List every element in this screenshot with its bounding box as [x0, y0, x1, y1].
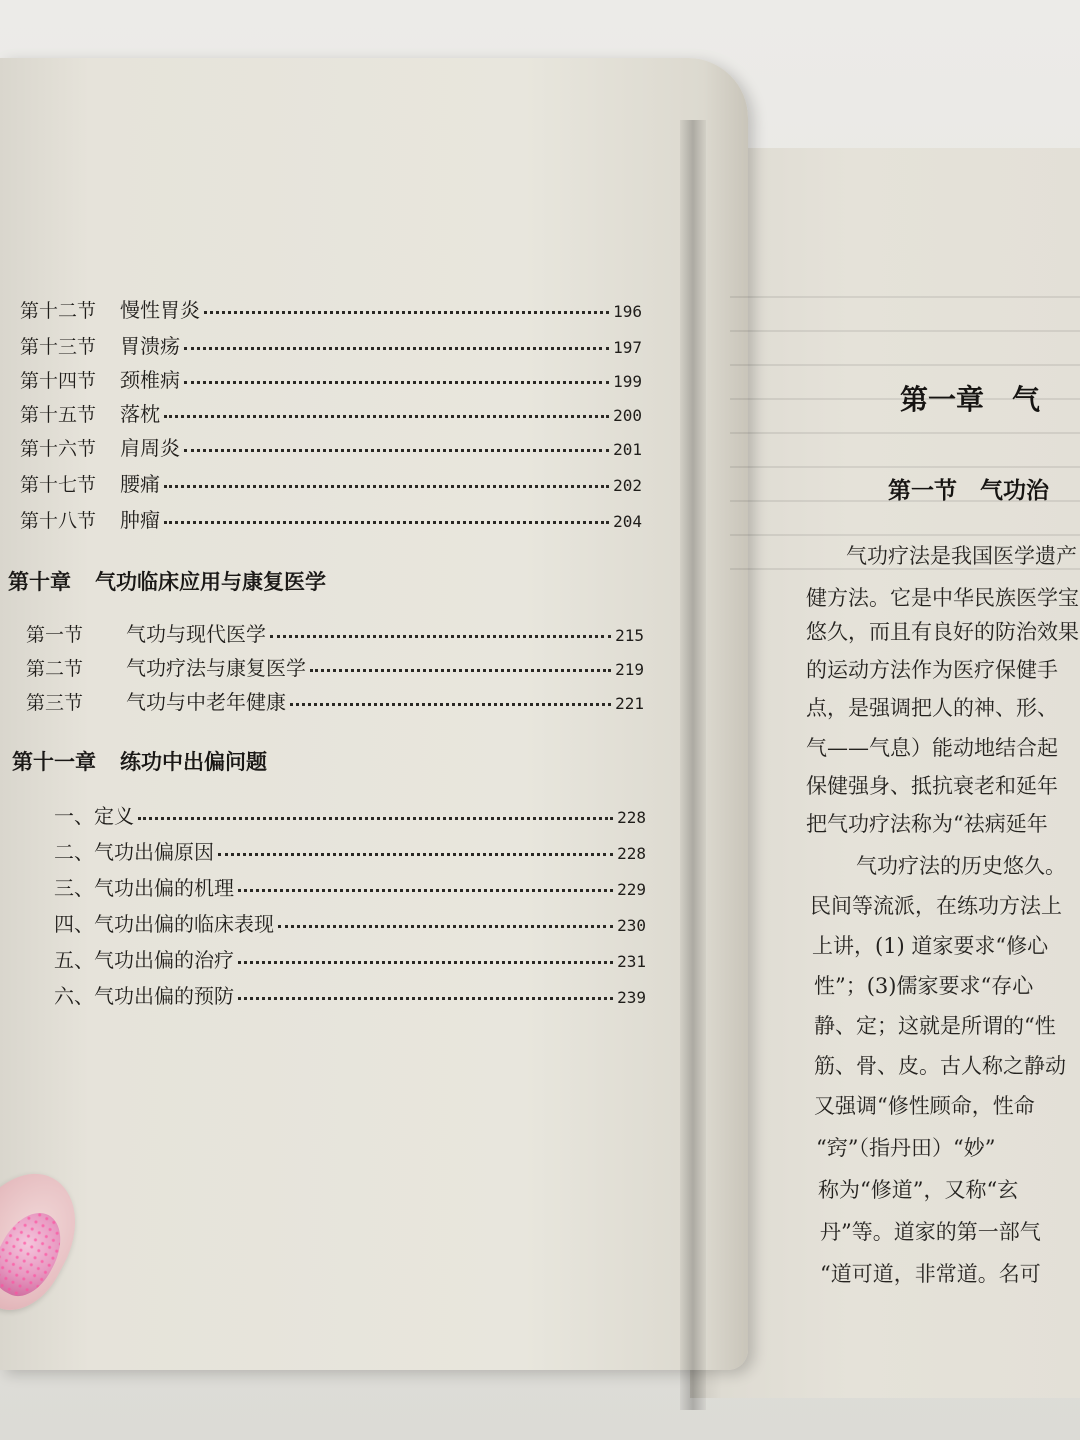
- toc-section-number: 第十六节: [20, 438, 97, 460]
- toc-item-title: 四、气功出偏的临床表现: [54, 912, 274, 936]
- toc-page-number: 197: [613, 338, 642, 357]
- body-line: 气功疗法是我国医学遗产: [846, 544, 1077, 568]
- body-line: 悠久，而且有良好的防治效果: [806, 620, 1079, 644]
- toc-item-title: 二、气功出偏原因: [54, 840, 214, 864]
- toc-section-number: 第十八节: [20, 510, 97, 532]
- toc-item-title: 六、气功出偏的预防: [54, 984, 234, 1008]
- toc-item-title: 一、定义: [54, 804, 134, 828]
- toc-page-number: 228: [617, 844, 646, 863]
- toc-section-number: 第一节: [26, 624, 84, 646]
- toc-page-number: 196: [613, 302, 642, 321]
- toc-section-number: 第十三节: [20, 336, 97, 358]
- toc-section-title: 气功疗法与康复医学: [126, 656, 306, 680]
- toc-page-number: 221: [615, 694, 644, 713]
- right-section-heading: 第一节 气功治: [888, 478, 1049, 504]
- body-line: 又强调“修性顾命，性命: [814, 1094, 1035, 1118]
- body-line: 筋、骨、皮。古人称之静动: [814, 1054, 1066, 1078]
- toc-section-title: 落枕: [120, 402, 160, 426]
- toc-section-title: 胃溃疡: [120, 334, 180, 358]
- body-line: 静、定；这就是所谓的“性: [814, 1014, 1056, 1038]
- toc-section-title: 颈椎病: [120, 368, 180, 392]
- body-line: 点，是强调把人的神、形、: [806, 696, 1058, 720]
- toc-section-title: 肩周炎: [120, 436, 180, 460]
- body-line: “道可道，非常道。名可: [820, 1262, 1041, 1286]
- toc-page-number: 204: [613, 512, 642, 531]
- chapter-title: 练功中出偏问题: [120, 750, 267, 774]
- toc-section-number: 第十四节: [20, 370, 97, 392]
- toc-item-title: 三、气功出偏的机理: [54, 876, 234, 900]
- toc-section-title: 慢性胃炎: [120, 298, 200, 322]
- toc-page-number: 201: [613, 440, 642, 459]
- body-line: 民间等流派，在练功方法上: [810, 894, 1062, 918]
- toc-page-number: 229: [617, 880, 646, 899]
- body-line: 称为“修道”，又称“玄: [818, 1178, 1019, 1202]
- body-line: 保健强身、抵抗衰老和延年: [806, 774, 1058, 798]
- toc-section-title: 腰痛: [120, 472, 160, 496]
- toc-page-number: 219: [615, 660, 644, 679]
- body-line: 的运动方法作为医疗保健手: [806, 658, 1058, 682]
- toc-page-number: 199: [613, 372, 642, 391]
- body-line: “窍”（指丹田）“妙”: [816, 1136, 996, 1160]
- body-line: 健方法。它是中华民族医学宝: [806, 586, 1079, 610]
- toc-section-number: 第二节: [26, 658, 84, 680]
- body-line: 把气功疗法称为“祛病延年: [806, 812, 1048, 836]
- toc-section-number: 第十二节: [20, 300, 97, 322]
- toc-section-title: 肿瘤: [120, 508, 160, 532]
- body-line: 上讲，(1) 道家要求“修心: [812, 934, 1049, 958]
- toc-page-number: 228: [617, 808, 646, 827]
- body-line: 气——气息）能动地结合起: [806, 736, 1058, 760]
- toc-section-title: 气功与现代医学: [126, 622, 266, 646]
- toc-item-title: 五、气功出偏的治疗: [54, 948, 234, 972]
- body-line: 气功疗法的历史悠久。: [856, 854, 1066, 878]
- body-line: 性”；(3)儒家要求“存心: [814, 974, 1034, 998]
- body-line: 丹”等。道家的第一部气: [820, 1220, 1041, 1244]
- toc-page-number: 231: [617, 952, 646, 971]
- toc-page-number: 230: [617, 916, 646, 935]
- toc-section-title: 气功与中老年健康: [126, 690, 286, 714]
- toc-section-number: 第三节: [26, 692, 84, 714]
- toc-section-number: 第十七节: [20, 474, 97, 496]
- chapter-label: 第十一章: [12, 750, 96, 774]
- chapter-title: 气功临床应用与康复医学: [95, 570, 326, 594]
- chapter-label: 第十章: [8, 570, 71, 594]
- right-chapter-heading: 第一章 气: [900, 383, 1041, 416]
- toc-page-number: 200: [613, 406, 642, 425]
- toc-page-number: 239: [617, 988, 646, 1007]
- toc-section-number: 第十五节: [20, 404, 97, 426]
- toc-page-number: 215: [615, 626, 644, 645]
- toc-page-number: 202: [613, 476, 642, 495]
